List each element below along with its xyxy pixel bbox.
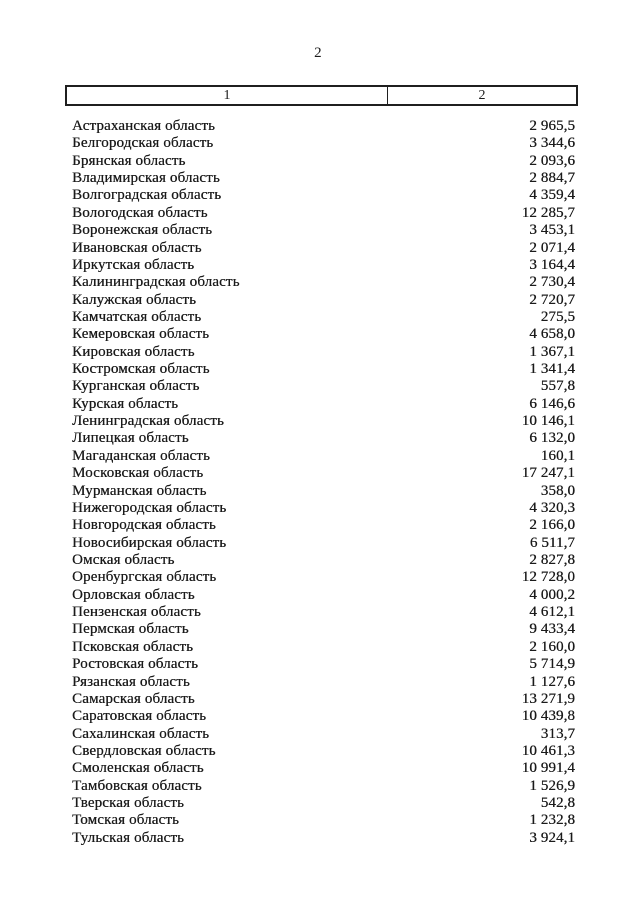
region-value: 2 884,7 <box>529 170 575 187</box>
table-row <box>72 656 575 673</box>
table-row <box>72 257 575 274</box>
table-row <box>72 187 575 204</box>
table-row <box>72 569 575 586</box>
region-value: 17 247,1 <box>521 465 575 482</box>
region-value: 4 658,0 <box>529 326 575 343</box>
region-name: Саратовская область <box>72 708 207 725</box>
region-value: 2 166,0 <box>529 517 575 534</box>
table-row <box>72 639 575 656</box>
region-value: 1 232,8 <box>529 812 575 829</box>
region-name: Курганская область <box>72 378 200 395</box>
region-name: Самарская область <box>72 690 195 707</box>
table-row <box>72 326 575 343</box>
region-value: 2 071,4 <box>529 239 575 256</box>
table-header-col2: 2 <box>478 87 486 103</box>
table-row <box>72 344 575 361</box>
region-value: 1 127,6 <box>529 673 575 690</box>
region-name: Брянская область <box>72 152 186 169</box>
region-name: Новгородская область <box>72 517 216 534</box>
region-value: 5 714,9 <box>529 656 575 673</box>
region-name: Ростовская область <box>72 656 199 673</box>
table-row <box>72 135 575 152</box>
table-row <box>72 396 575 413</box>
region-name: Тамбовская область <box>72 777 202 794</box>
table-row <box>72 205 575 222</box>
region-name: Воронежская область <box>72 222 213 239</box>
table-row <box>72 292 575 309</box>
region-name: Тверская область <box>72 795 184 812</box>
region-value: 358,0 <box>540 482 575 499</box>
table-header-col1: 1 <box>67 87 388 104</box>
region-value: 12 285,7 <box>521 204 575 221</box>
region-name: Новосибирская область <box>72 534 227 551</box>
region-value: 4 000,2 <box>529 586 575 603</box>
table-row <box>72 760 575 777</box>
region-value: 1 526,9 <box>529 777 575 794</box>
table-row <box>72 535 575 552</box>
region-value: 3 164,4 <box>529 256 575 273</box>
table-row <box>72 430 575 447</box>
region-value: 2 160,0 <box>529 638 575 655</box>
region-value: 3 453,1 <box>529 222 575 239</box>
region-name: Калужская область <box>72 291 197 308</box>
region-name: Московская область <box>72 465 204 482</box>
region-name: Псковская область <box>72 638 194 655</box>
region-value: 12 728,0 <box>521 569 575 586</box>
table-row <box>72 830 575 847</box>
region-name: Томская область <box>72 812 179 829</box>
region-value: 6 132,0 <box>529 430 575 447</box>
region-value: 13 271,9 <box>521 690 575 707</box>
table-row <box>72 240 575 257</box>
region-value: 10 146,1 <box>521 413 575 430</box>
region-name: Липецкая область <box>72 430 189 447</box>
region-name: Оренбургская область <box>72 569 217 586</box>
region-value: 10 461,3 <box>521 742 575 759</box>
table-row <box>72 274 575 291</box>
table-row <box>72 726 575 743</box>
region-value: 160,1 <box>540 447 575 464</box>
region-name: Калининградская область <box>72 274 240 291</box>
region-name: Кемеровская область <box>72 326 210 343</box>
table-row <box>72 500 575 517</box>
region-value: 10 439,8 <box>521 708 575 725</box>
region-name: Астраханская область <box>72 118 215 134</box>
region-name: Волгоградская область <box>72 187 222 204</box>
region-name: Тульская область <box>72 829 184 846</box>
region-name: Сахалинская область <box>72 725 210 742</box>
region-name: Свердловская область <box>72 742 216 759</box>
region-value: 4 320,3 <box>529 499 575 516</box>
region-value: 557,8 <box>540 378 575 395</box>
region-value: 6 511,7 <box>529 534 575 551</box>
region-name: Камчатская область <box>72 308 202 325</box>
table-row <box>72 483 575 500</box>
region-value: 542,8 <box>540 795 575 812</box>
page-number: 2 <box>314 45 322 61</box>
table-row <box>72 552 575 569</box>
table-body <box>72 118 575 847</box>
region-value: 6 146,6 <box>529 395 575 412</box>
table-row <box>72 222 575 239</box>
table-row <box>72 448 575 465</box>
table-row <box>72 708 575 725</box>
region-name: Костромская область <box>72 361 210 378</box>
table-row <box>72 743 575 760</box>
table-row <box>72 170 575 187</box>
region-name: Мурманская область <box>72 482 207 499</box>
table-row <box>72 361 575 378</box>
table-row <box>72 153 575 170</box>
region-name: Ивановская область <box>72 239 202 256</box>
table-row <box>72 674 575 691</box>
table-row <box>72 465 575 482</box>
region-value: 1 341,4 <box>529 361 575 378</box>
table-row <box>72 413 575 430</box>
region-name: Орловская область <box>72 586 195 603</box>
table-row <box>72 691 575 708</box>
region-value: 3 344,6 <box>529 135 575 152</box>
region-name: Вологодская область <box>72 204 208 221</box>
table-header-row <box>65 85 578 106</box>
region-name: Пермская область <box>72 621 189 638</box>
region-value: 9 433,4 <box>529 621 575 638</box>
region-name: Владимирская область <box>72 170 220 187</box>
region-name: Рязанская область <box>72 673 190 690</box>
table-row <box>72 795 575 812</box>
region-name: Пензенская область <box>72 604 201 621</box>
region-name: Нижегородская область <box>72 499 227 516</box>
region-value: 313,7 <box>540 725 575 742</box>
table-row <box>72 778 575 795</box>
region-name: Омская область <box>72 551 175 568</box>
table-row <box>72 621 575 638</box>
table-row <box>72 604 575 621</box>
region-name: Смоленская область <box>72 760 204 777</box>
region-value: 2 093,6 <box>529 152 575 169</box>
region-value: 4 612,1 <box>529 604 575 621</box>
region-name: Ленинградская область <box>72 413 224 430</box>
region-name: Белгородская область <box>72 135 214 152</box>
region-name: Курская область <box>72 395 179 412</box>
region-value: 2 965,5 <box>529 118 575 134</box>
region-name: Кировская область <box>72 343 195 360</box>
table-row <box>72 378 575 395</box>
table-row <box>72 118 575 135</box>
table-row <box>72 812 575 829</box>
table-row <box>72 309 575 326</box>
region-value: 4 359,4 <box>529 187 575 204</box>
table-row <box>72 587 575 604</box>
region-value: 2 730,4 <box>529 274 575 291</box>
region-value: 2 827,8 <box>529 551 575 568</box>
table-row <box>72 517 575 534</box>
region-value: 2 720,7 <box>529 291 575 308</box>
region-value: 1 367,1 <box>529 343 575 360</box>
region-value: 10 991,4 <box>521 760 575 777</box>
region-name: Иркутская область <box>72 256 195 273</box>
region-value: 3 924,1 <box>529 829 575 846</box>
region-value: 275,5 <box>540 308 575 325</box>
region-name: Магаданская область <box>72 447 210 464</box>
